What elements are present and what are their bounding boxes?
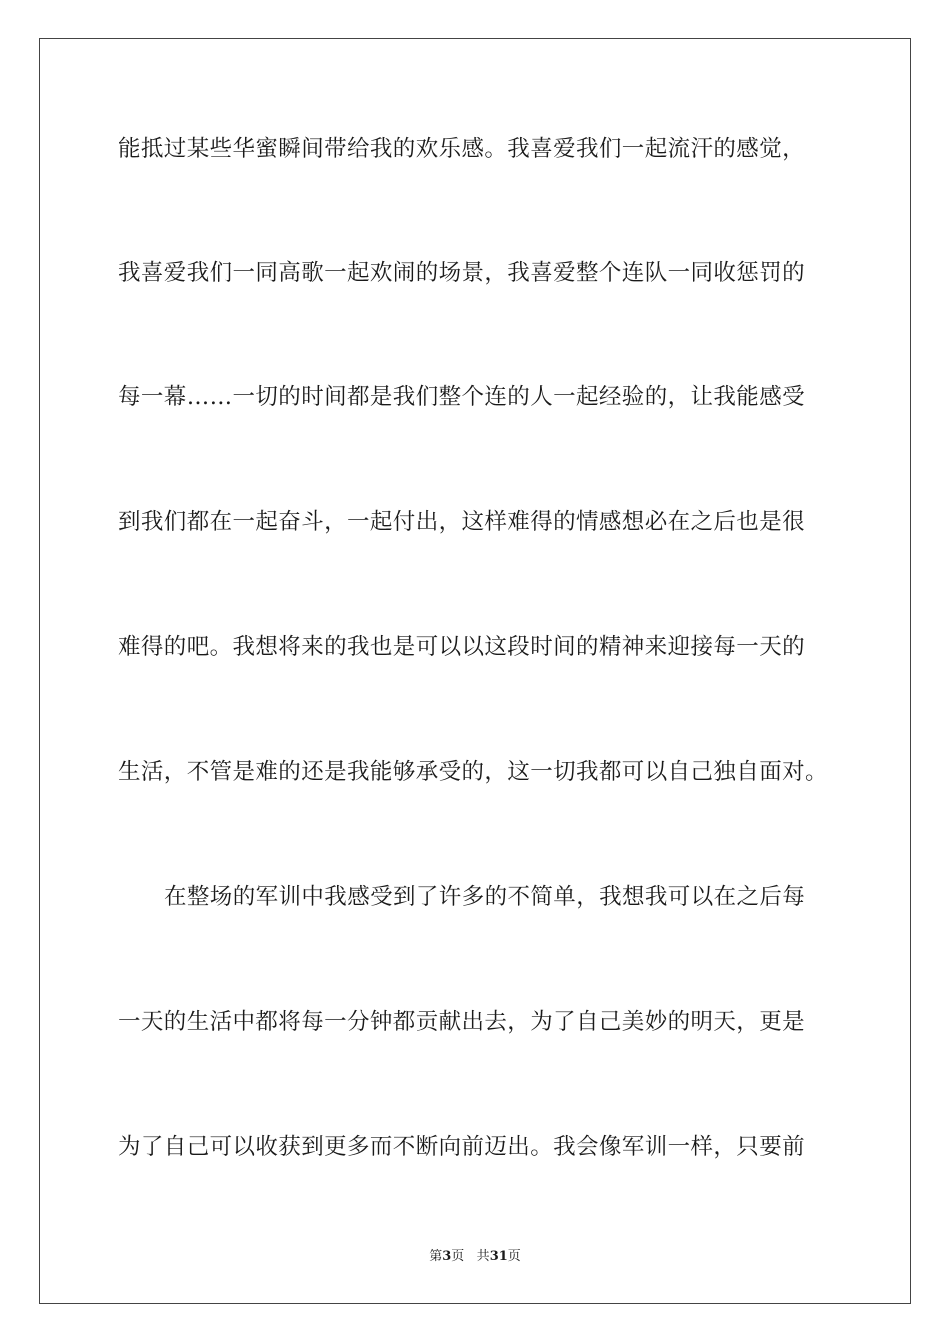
footer-total-pages: 31 xyxy=(489,1249,508,1264)
text-line-4: 到我们都在一起奋斗，一起付出，这样难得的情感想必在之后也是很 xyxy=(118,509,806,535)
text-line-6: 生活，不管是难的还是我能够承受的，这一切我都可以自己独自面对。 xyxy=(118,759,828,785)
footer-total-prefix: 共 xyxy=(476,1249,490,1264)
paragraph-start-line: 在整场的军训中我感受到了许多的不简单，我想我可以在之后每 xyxy=(164,884,806,910)
text-line-9: 为了自己可以收获到更多而不断向前迈出。我会像军训一样，只要前 xyxy=(118,1134,806,1160)
page-border xyxy=(39,38,911,1304)
footer-page-prefix: 第 xyxy=(429,1249,443,1264)
footer-total-suffix: 页 xyxy=(507,1249,521,1264)
page-footer xyxy=(0,1248,950,1266)
text-line-5: 难得的吧。我想将来的我也是可以以这段时间的精神来迎接每一天的 xyxy=(118,634,806,660)
text-line-8: 一天的生活中都将每一分钟都贡献出去，为了自己美妙的明天，更是 xyxy=(118,1009,806,1035)
text-line-3: 每一幕……一切的时间都是我们整个连的人一起经验的，让我能感受 xyxy=(118,384,806,410)
text-line-1: 能抵过某些华蜜瞬间带给我的欢乐感。我喜爱我们一起流汗的感觉， xyxy=(118,136,806,162)
footer-page-number: 3 xyxy=(442,1249,452,1264)
footer-page-suffix: 页 xyxy=(451,1249,465,1264)
text-line-2: 我喜爱我们一同高歌一起欢闹的场景，我喜爱整个连队一同收惩罚的 xyxy=(118,260,806,286)
